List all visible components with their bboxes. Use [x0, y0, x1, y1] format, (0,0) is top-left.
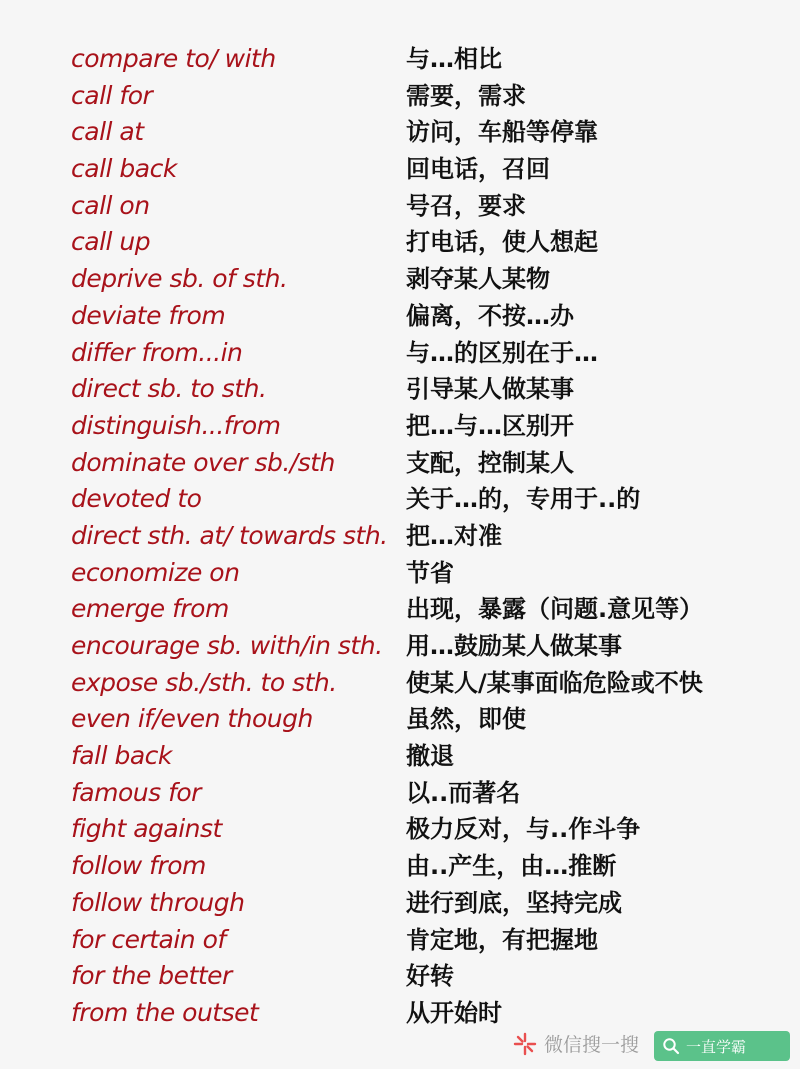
- english-phrase: call on: [71, 190, 150, 220]
- wechat-search-logo-icon: [512, 1031, 538, 1057]
- english-phrase: for certain of: [71, 924, 226, 954]
- phrase-row: [0, 555, 800, 592]
- phrase-row: [0, 848, 800, 885]
- english-phrase: famous for: [71, 777, 201, 807]
- phrase-row: [0, 922, 800, 959]
- phrase-row: [0, 445, 800, 482]
- phrase-row: [0, 408, 800, 445]
- english-phrase: call for: [71, 80, 153, 110]
- phrase-row: [0, 775, 800, 812]
- english-phrase: direct sth. at/ towards sth.: [71, 520, 388, 550]
- chinese-meaning: 需要，需求: [406, 81, 526, 110]
- chinese-meaning: 撤退: [406, 742, 454, 771]
- chinese-meaning: 偏离，不按…办: [406, 301, 574, 330]
- english-phrase: compare to/ with: [71, 44, 276, 73]
- english-phrase: expose sb./sth. to sth.: [71, 667, 337, 697]
- chinese-meaning: 与…相比: [406, 45, 502, 73]
- english-phrase: fight against: [71, 814, 222, 844]
- english-phrase: emerge from: [71, 594, 229, 624]
- search-account-pill[interactable]: [654, 1031, 790, 1061]
- chinese-meaning: 把…与…区别开: [406, 411, 574, 440]
- english-phrase: fall back: [71, 741, 172, 771]
- phrase-row: [0, 665, 800, 702]
- chinese-meaning: 肯定地，有把握地: [406, 925, 598, 954]
- phrase-row: [0, 224, 800, 261]
- english-phrase: encourage sb. with/in sth.: [71, 631, 383, 660]
- chinese-meaning: 出现，暴露（问题.意见等）: [406, 595, 704, 624]
- phrase-row: [0, 114, 800, 151]
- phrase-row: [0, 261, 800, 298]
- phrase-row: [0, 298, 800, 335]
- chinese-meaning: 以..而著名: [406, 778, 521, 807]
- english-phrase: even if/even though: [71, 704, 313, 734]
- phrase-row: [0, 958, 800, 995]
- chinese-meaning: 节省: [406, 558, 454, 587]
- phrase-row: [0, 151, 800, 188]
- english-phrase: for the better: [71, 961, 232, 991]
- english-phrase: differ from...in: [71, 337, 243, 367]
- chinese-meaning: 关于…的，专用于..的: [406, 485, 641, 514]
- phrase-row: [0, 701, 800, 738]
- chinese-meaning: 使某人/某事面临危险或不快: [406, 668, 703, 697]
- english-phrase: follow from: [71, 851, 206, 881]
- phrase-row: [0, 995, 800, 1032]
- wechat-search-watermark: [512, 1030, 639, 1057]
- chinese-meaning: 用…鼓励某人做某事: [406, 632, 622, 660]
- english-phrase: dominate over sb./sth: [71, 447, 335, 477]
- chinese-meaning: 由..产生，由…推断: [406, 852, 617, 881]
- chinese-meaning: 与…的区别在于…: [406, 338, 598, 367]
- chinese-meaning: 支配，控制某人: [406, 448, 574, 477]
- english-phrase: call back: [71, 154, 177, 184]
- english-phrase: distinguish...from: [71, 410, 281, 440]
- phrase-row: [0, 481, 800, 518]
- chinese-meaning: 极力反对，与..作斗争: [406, 815, 641, 844]
- watermark-label: 微信搜一搜: [544, 1034, 640, 1056]
- chinese-meaning: 虽然，即使: [406, 705, 526, 734]
- chinese-meaning: 号召，要求: [406, 191, 526, 220]
- chinese-meaning: 回电话，召回: [406, 155, 550, 184]
- chinese-meaning: 访问，车船等停靠: [406, 118, 598, 147]
- chinese-meaning: 进行到底，坚持完成: [406, 888, 622, 917]
- chinese-meaning: 把…对准: [406, 521, 502, 550]
- phrase-row: [0, 78, 800, 115]
- phrase-row: [0, 188, 800, 225]
- chinese-meaning: 从开始时: [406, 998, 502, 1027]
- chinese-meaning: 引导某人做某事: [406, 375, 574, 404]
- phrase-row: [0, 518, 800, 555]
- english-phrase: deviate from: [71, 300, 226, 330]
- phrase-row: [0, 738, 800, 775]
- phrase-list: [0, 41, 800, 1032]
- search-pill-label: 一直学霸: [686, 1037, 747, 1056]
- phrase-row: [0, 885, 800, 922]
- phrase-row: [0, 628, 800, 665]
- chinese-meaning: 好转: [406, 962, 454, 991]
- phrase-row: [0, 811, 800, 848]
- english-phrase: economize on: [71, 557, 240, 587]
- chinese-meaning: 打电话，使人想起: [406, 228, 598, 257]
- search-icon: [662, 1037, 680, 1055]
- english-phrase: devoted to: [71, 484, 202, 514]
- english-phrase: follow through: [71, 887, 245, 917]
- english-phrase: call up: [71, 227, 151, 257]
- phrase-row: [0, 41, 800, 78]
- english-phrase: from the outset: [71, 997, 259, 1027]
- phrase-row: [0, 335, 800, 372]
- english-phrase: direct sb. to sth.: [71, 374, 267, 404]
- english-phrase: deprive sb. of sth.: [71, 264, 288, 294]
- phrase-row: [0, 371, 800, 408]
- english-phrase: call at: [71, 117, 144, 147]
- chinese-meaning: 剥夺某人某物: [406, 265, 550, 294]
- phrase-row: [0, 591, 800, 628]
